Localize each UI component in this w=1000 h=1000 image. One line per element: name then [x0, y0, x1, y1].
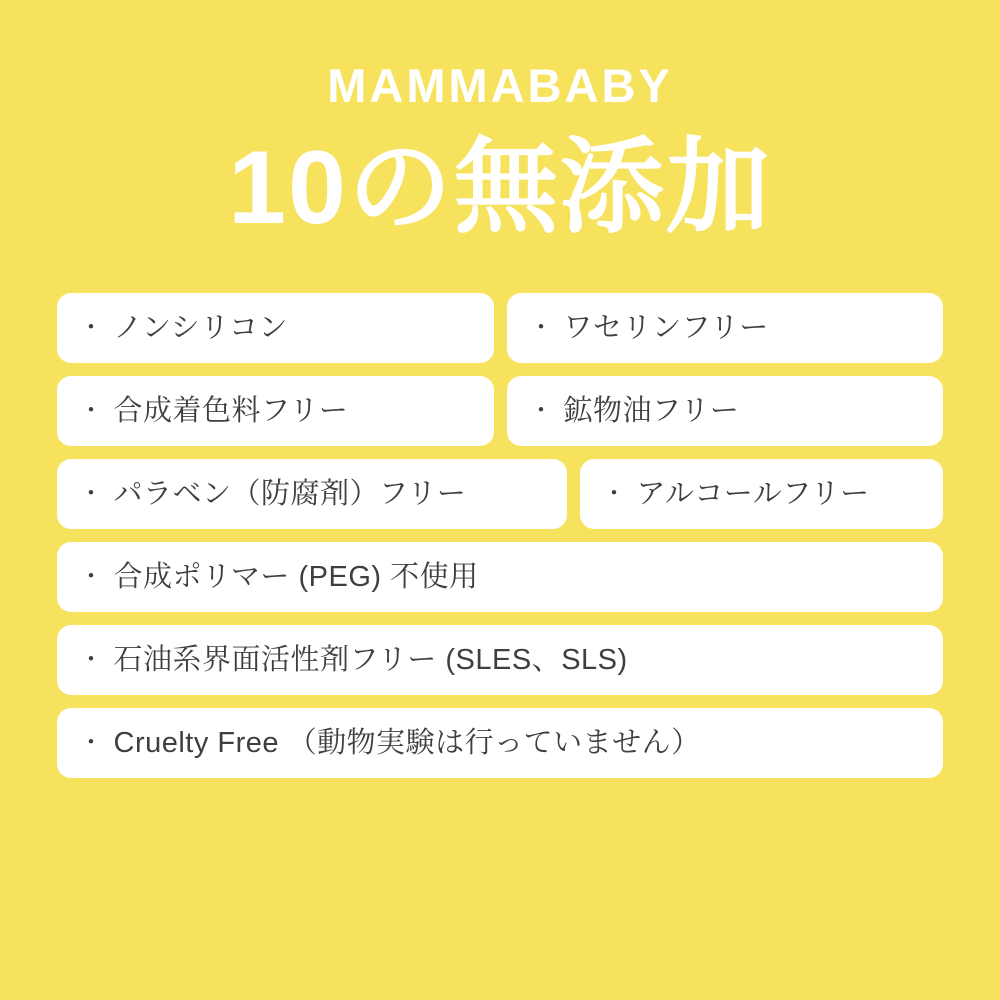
brand-title: MAMMABABY — [327, 59, 673, 112]
feature-list — [57, 293, 943, 778]
list-item — [507, 376, 943, 446]
feature-row — [57, 459, 943, 529]
list-item-label: Cruelty Free （動物実験は行っていません） — [113, 726, 701, 759]
page-title: 10の無添加 — [228, 130, 772, 246]
bullet-icon: ・ — [79, 480, 104, 508]
feature-row — [57, 542, 943, 612]
bullet-icon: ・ — [79, 314, 104, 342]
list-item — [57, 708, 943, 778]
list-item-label: ワセリンフリー — [563, 311, 769, 344]
list-item — [57, 376, 494, 446]
list-item — [57, 542, 943, 612]
feature-row — [57, 625, 943, 695]
bullet-icon: ・ — [79, 563, 104, 591]
feature-row — [57, 708, 943, 778]
list-item-label: 鉱物油フリー — [563, 394, 740, 427]
feature-row — [57, 376, 943, 446]
list-item-label: 合成ポリマー (PEG) 不使用 — [113, 560, 479, 593]
list-item-label: 石油系界面活性剤フリー (SLES、SLS) — [113, 643, 628, 676]
list-item — [57, 625, 943, 695]
bullet-icon: ・ — [79, 729, 104, 757]
list-item-label: 合成着色料フリー — [113, 394, 349, 427]
feature-row — [57, 293, 943, 363]
list-item-label: ノンシリコン — [113, 311, 289, 344]
list-item-label: パラベン（防腐剤）フリー — [113, 477, 467, 510]
bullet-icon: ・ — [79, 646, 104, 674]
list-item — [57, 293, 494, 363]
list-item — [57, 459, 567, 529]
list-item-label: アルコールフリー — [636, 477, 870, 510]
bullet-icon: ・ — [529, 314, 554, 342]
list-item — [507, 293, 943, 363]
bullet-icon: ・ — [529, 397, 554, 425]
bullet-icon: ・ — [602, 480, 627, 508]
bullet-icon: ・ — [79, 397, 104, 425]
list-item — [580, 459, 943, 529]
